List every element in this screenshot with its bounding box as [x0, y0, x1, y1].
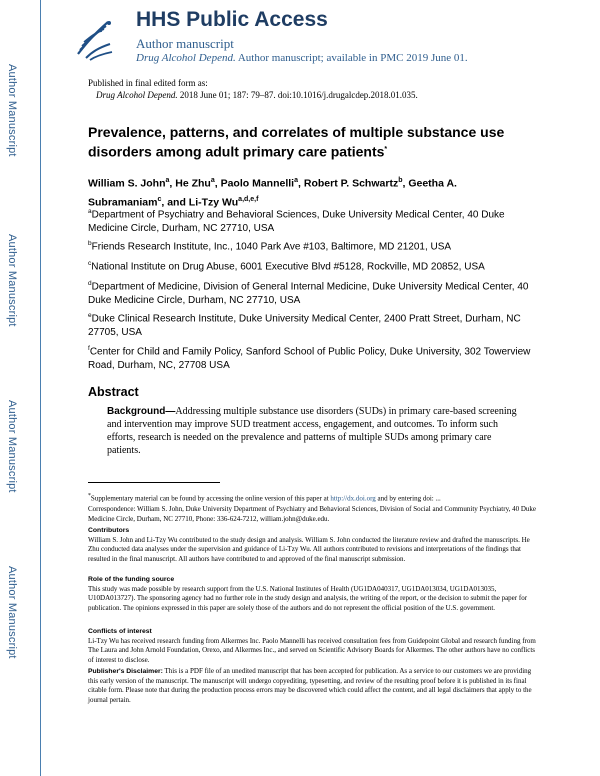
correspondence-footnote: Correspondence: William S. John, Duke University Department of Psychiatry and Behavioral Sciences, Division of Social and Community Psychiatry, 40 Duke Medicine Circle, Durham, NC 27710, Phone: 336-624-7212, william.john@duke.edu.: [88, 505, 537, 523]
author-name: He Zhu: [175, 177, 211, 190]
author-affiliation-mark: a: [294, 177, 299, 184]
author-separator: ,: [298, 177, 304, 190]
author-affiliation-mark: b: [398, 177, 403, 184]
supplementary-text-end: and by entering doi: ...: [375, 494, 441, 503]
affiliation-mark: e: [88, 312, 92, 319]
disclaimer-text: This is a PDF file of an unedited manuscript that has been accepted for publication. As a service to our customers we are providing this early version of the manuscript. The manuscript will undergo copyediting, typesetting, and review of the resulting proof before it is published in its final citable form. Please note that during the production process errors may be discovered which could affect the content, and all legal disclaimers that apply to the journal pertain.: [88, 667, 532, 704]
disclaimer-heading: Publisher's Disclaimer:: [88, 668, 163, 675]
author-separator: , and: [161, 196, 189, 208]
contributors-section: [88, 526, 540, 564]
funding-heading: Role of the funding source: [88, 576, 175, 583]
author-separator: ,: [214, 177, 221, 190]
affiliation-text: Friends Research Institute, Inc., 1040 Park Ave #103, Baltimore, MD 21201, USA: [91, 241, 452, 253]
background-text: Addressing multiple substance use disorders (SUDs) in primary care-based screening and intervention may improve SUD treatment access, engagement, and outcomes. To inform such efforts, research is needed on the prevalence and patterns of multiple SUDs among primary care patients.: [107, 406, 517, 456]
affiliation: [88, 309, 538, 340]
affiliation-text: Duke Clinical Research Institute, Duke University Medical Center, 2400 Pratt Street, Durham, NC 27705, USA: [88, 313, 521, 339]
published-label: Published in final edited form as:: [88, 78, 208, 88]
author-name: William S. John: [88, 177, 166, 190]
affiliation-mark: c: [88, 260, 92, 267]
supplementary-footnote: [88, 492, 540, 504]
affiliation-mark: b: [88, 240, 92, 247]
author-separator: ,: [402, 177, 409, 190]
affiliation-text: Department of Medicine, Division of General Internal Medicine, Duke University Medical Center, 40 Duke Medicine Circle, Durham, NC 27710, USA: [88, 281, 529, 307]
affiliation-mark: d: [88, 280, 92, 287]
citation-journal: Drug Alcohol Depend.: [96, 90, 178, 100]
affiliation-mark: f: [88, 345, 90, 352]
sidebar-label: Author Manuscript: [6, 234, 18, 327]
availability-text: Author manuscript; available in PMC 2019 June 01.: [237, 52, 468, 64]
sidebar-label: Author Manuscript: [6, 64, 18, 157]
affiliation: [88, 205, 538, 236]
title-footnote-mark: *: [384, 146, 388, 153]
background-label: Background—: [107, 406, 176, 417]
abstract-background: [107, 405, 527, 457]
conflicts-section: [88, 627, 540, 665]
author-manuscript-sidebar: [0, 0, 41, 776]
title-text: Prevalence, patterns, and correlates of multiple substance use disorders among adult primary care patients: [88, 124, 505, 160]
author-name: Li-Tzy Wu: [188, 196, 239, 208]
affiliation: [88, 237, 538, 254]
conflicts-text: Li-Tzy Wu has received research funding from Alkermes Inc. Paolo Mannelli has received consultation fees from Guidepoint Global and research funding from The Laura and John Arnold Foundation, Orexo, and Alkermes Inc., and served on Scientific Advisory Boards for Alkermes. The other authors have no conflicts of interest to disclose.: [88, 636, 536, 664]
sidebar-label: Author Manuscript: [6, 400, 18, 493]
affiliation: [88, 257, 538, 274]
supplementary-text: Supplementary material can be found by accessing the online version of this paper at: [90, 494, 331, 503]
funding-section: [88, 575, 540, 613]
publisher-disclaimer: [88, 667, 540, 705]
hhs-header: [56, 6, 586, 74]
conflicts-heading: Conflicts of interest: [88, 628, 152, 635]
author-manuscript-label: Author manuscript: [136, 36, 234, 51]
author-affiliation-mark: a,d,e,f: [238, 195, 259, 203]
affiliation-text: Center for Child and Family Policy, Sanford School of Public Policy, Duke University, 302 Towerview Road, Durham, NC, 27708 USA: [88, 346, 531, 372]
citation-details: 2018 June 01; 187: 79–87. doi:10.1016/j.drugalcdep.2018.01.035.: [179, 90, 418, 100]
journal-name: Drug Alcohol Depend.: [136, 52, 236, 64]
citation: [96, 90, 418, 100]
doi-link[interactable]: http://dx.doi.org: [330, 494, 376, 503]
affiliation-text: National Institute on Drug Abuse, 6001 Executive Blvd #5128, Rockville, MD 20852, USA: [91, 261, 485, 273]
author-name: Paolo Mannelli: [220, 177, 295, 190]
author-name: Robert P. Schwartz: [303, 177, 399, 190]
affiliation: [88, 342, 538, 373]
author-affiliation-mark: c: [157, 195, 162, 203]
affiliation-text: Department of Psychiatry and Behavioral Sciences, Duke University Medical Center, 40 Duke Medicine Circle, Durham, NC 27710, USA: [88, 209, 505, 235]
hhs-public-access-title: HHS Public Access: [136, 8, 328, 31]
availability-line: [136, 52, 468, 64]
contributors-heading: Contributors: [88, 527, 130, 534]
affiliation: [88, 277, 538, 308]
author-affiliation-mark: a: [210, 177, 215, 184]
author-affiliation-mark: a: [165, 177, 170, 184]
sidebar-label: Author Manuscript: [6, 566, 18, 659]
funding-text: This study was made possible by research support from the U.S. National Institutes of Health (UG1DA040317, UG1DA013034, UG1DA013035, U10DA013727). The sponsoring agency had no further role in the study design and analysis, the writing of the report, or the decision to submit the paper for publication. The opinions expressed in this paper are solely those of the authors and do not represent the official position of the U.S. government.: [88, 584, 528, 612]
abstract-heading: Abstract: [88, 385, 139, 399]
footnote-mark: *: [88, 493, 91, 499]
footnote-divider: [88, 482, 220, 483]
author-separator: ,: [169, 177, 176, 190]
paper-title: [88, 123, 528, 161]
contributors-text: William S. John and Li-Tzy Wu contributed to the study design and analysis. William S. John conducted the literature review and drafted the manuscripts. He Zhu conducted data analyses under the supervision and guidance of Li-Tzy Wu. All authors contributed to revisions and interpretations of the findings that resulted in the final manuscript. All authors have contributed to and approved of the final manuscript submission.: [88, 535, 530, 563]
affiliation-mark: a: [88, 208, 92, 215]
hhs-eagle-logo-icon: [68, 14, 122, 64]
author-name: Geetha A. Subramaniam: [88, 177, 457, 208]
